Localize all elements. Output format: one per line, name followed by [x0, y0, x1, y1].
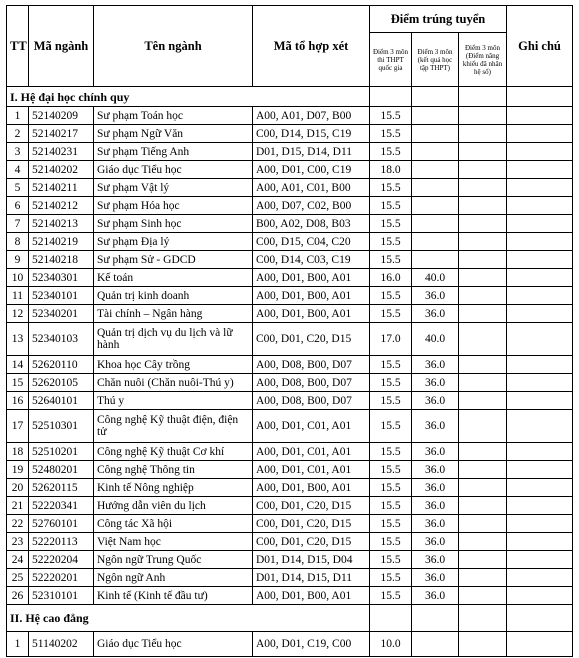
row-number: 26 [7, 587, 29, 605]
major-code: 52620115 [29, 479, 94, 497]
row-number: 8 [7, 233, 29, 251]
score-nang-khieu [459, 479, 507, 497]
table-row [7, 305, 573, 323]
major-code: 52340103 [29, 323, 94, 356]
major-code: 52620110 [29, 356, 94, 374]
row-number: 11 [7, 287, 29, 305]
row-number: 21 [7, 497, 29, 515]
score-thpt: 15.5 [370, 356, 412, 374]
note-cell [507, 392, 573, 410]
row-number: 17 [7, 410, 29, 443]
major-code: 52140211 [29, 179, 94, 197]
major-code: 52140219 [29, 233, 94, 251]
score-thpt: 16.0 [370, 269, 412, 287]
score-hoc-tap [412, 632, 459, 657]
note-cell [507, 251, 573, 269]
score-hoc-tap: 36.0 [412, 356, 459, 374]
row-number: 1 [7, 107, 29, 125]
score-thpt: 15.5 [370, 461, 412, 479]
score-thpt: 15.5 [370, 569, 412, 587]
major-name: Kinh tế (Kinh tế đầu tư) [94, 587, 253, 605]
empty-cell [507, 87, 573, 107]
major-name: Sư phạm Toán học [94, 107, 253, 125]
score-nang-khieu [459, 269, 507, 287]
table-row [7, 143, 573, 161]
row-number: 19 [7, 461, 29, 479]
score-hoc-tap [412, 197, 459, 215]
major-name: Việt Nam học [94, 533, 253, 551]
table-row [7, 632, 573, 657]
note-cell [507, 533, 573, 551]
table-row [7, 356, 573, 374]
score-hoc-tap: 36.0 [412, 410, 459, 443]
score-nang-khieu [459, 179, 507, 197]
table-row [7, 569, 573, 587]
note-cell [507, 443, 573, 461]
major-name: Ngôn ngữ Anh [94, 569, 253, 587]
empty-cell [370, 605, 412, 632]
table-row [7, 533, 573, 551]
table-row [7, 410, 573, 443]
major-code: 52510301 [29, 410, 94, 443]
combination-codes: C00, D14, D15, C19 [253, 125, 370, 143]
section-title: II. Hệ cao đẳng [7, 605, 370, 632]
score-nang-khieu [459, 287, 507, 305]
score-hoc-tap: 36.0 [412, 551, 459, 569]
empty-cell [507, 605, 573, 632]
note-cell [507, 269, 573, 287]
score-hoc-tap [412, 233, 459, 251]
combination-codes: A00, D01, C01, A01 [253, 410, 370, 443]
note-cell [507, 179, 573, 197]
document-page [6, 5, 573, 657]
combination-codes: A00, D01, B00, A01 [253, 305, 370, 323]
combination-codes: A00, D01, C00, C19 [253, 161, 370, 179]
score-nang-khieu [459, 374, 507, 392]
score-hoc-tap: 36.0 [412, 287, 459, 305]
score-thpt: 15.5 [370, 143, 412, 161]
combination-codes: A00, D01, B00, A01 [253, 269, 370, 287]
row-number: 10 [7, 269, 29, 287]
combination-codes: A00, D01, C01, A01 [253, 461, 370, 479]
major-name: Giáo dục Tiểu học [94, 161, 253, 179]
combination-codes: A00, D01, C19, C00 [253, 632, 370, 657]
score-hoc-tap: 36.0 [412, 497, 459, 515]
score-nang-khieu [459, 461, 507, 479]
table-row [7, 587, 573, 605]
score-nang-khieu [459, 125, 507, 143]
note-cell [507, 479, 573, 497]
header-ten-nganh: Tên ngành [94, 6, 253, 87]
score-thpt: 15.5 [370, 443, 412, 461]
score-hoc-tap: 36.0 [412, 305, 459, 323]
score-nang-khieu [459, 197, 507, 215]
note-cell [507, 461, 573, 479]
major-code: 52220204 [29, 551, 94, 569]
score-hoc-tap: 36.0 [412, 374, 459, 392]
combination-codes: A00, D07, C02, B00 [253, 197, 370, 215]
major-name: Hướng dẫn viên du lịch [94, 497, 253, 515]
row-number: 7 [7, 215, 29, 233]
combination-codes: A00, A01, C01, B00 [253, 179, 370, 197]
table-row [7, 251, 573, 269]
empty-cell [459, 87, 507, 107]
score-thpt: 15.5 [370, 107, 412, 125]
table-row [7, 323, 573, 356]
score-hoc-tap: 40.0 [412, 269, 459, 287]
major-code: 52220341 [29, 497, 94, 515]
major-name: Quản trị dịch vụ du lịch và lữ hành [94, 323, 253, 356]
note-cell [507, 197, 573, 215]
score-nang-khieu [459, 233, 507, 251]
row-number: 23 [7, 533, 29, 551]
row-number: 22 [7, 515, 29, 533]
table-row [7, 197, 573, 215]
score-thpt: 15.5 [370, 587, 412, 605]
score-hoc-tap: 36.0 [412, 587, 459, 605]
note-cell [507, 125, 573, 143]
major-code: 52340301 [29, 269, 94, 287]
note-cell [507, 515, 573, 533]
combination-codes: D01, D14, D15, D11 [253, 569, 370, 587]
score-nang-khieu [459, 107, 507, 125]
major-code: 52140212 [29, 197, 94, 215]
score-nang-khieu [459, 251, 507, 269]
score-nang-khieu [459, 143, 507, 161]
row-number: 13 [7, 323, 29, 356]
row-number: 25 [7, 569, 29, 587]
header-ma-nganh: Mã ngành [29, 6, 94, 87]
table-row [7, 515, 573, 533]
score-thpt: 15.5 [370, 479, 412, 497]
score-nang-khieu [459, 392, 507, 410]
major-name: Sư phạm Sử - GDCD [94, 251, 253, 269]
score-hoc-tap: 36.0 [412, 479, 459, 497]
major-name: Khoa học Cây trồng [94, 356, 253, 374]
major-code: 52140231 [29, 143, 94, 161]
score-nang-khieu [459, 551, 507, 569]
score-hoc-tap [412, 215, 459, 233]
combination-codes: A00, D01, B00, A01 [253, 587, 370, 605]
major-code: 52220113 [29, 533, 94, 551]
section-row-dai-hoc [7, 87, 573, 107]
major-name: Thú y [94, 392, 253, 410]
major-name: Sư phạm Tiếng Anh [94, 143, 253, 161]
combination-codes: A00, D01, B00, A01 [253, 479, 370, 497]
table-row [7, 233, 573, 251]
combination-codes: C00, D14, C03, C19 [253, 251, 370, 269]
row-number: 20 [7, 479, 29, 497]
major-code: 52340101 [29, 287, 94, 305]
note-cell [507, 497, 573, 515]
note-cell [507, 356, 573, 374]
score-hoc-tap: 40.0 [412, 323, 459, 356]
major-code: 52140217 [29, 125, 94, 143]
score-nang-khieu [459, 356, 507, 374]
empty-cell [370, 87, 412, 107]
major-code: 51140202 [29, 632, 94, 657]
score-hoc-tap [412, 125, 459, 143]
empty-cell [412, 87, 459, 107]
section-title: I. Hệ đại học chính quy [7, 87, 370, 107]
score-thpt: 10.0 [370, 632, 412, 657]
table-row [7, 269, 573, 287]
major-code: 52760101 [29, 515, 94, 533]
table-row [7, 161, 573, 179]
score-thpt: 15.5 [370, 392, 412, 410]
score-thpt: 15.5 [370, 533, 412, 551]
major-name: Chăn nuôi (Chăn nuôi-Thú y) [94, 374, 253, 392]
section-row-cao-dang [7, 605, 573, 632]
note-cell [507, 305, 573, 323]
score-thpt: 15.5 [370, 497, 412, 515]
major-name: Sư phạm Sinh học [94, 215, 253, 233]
major-code: 52220201 [29, 569, 94, 587]
note-cell [507, 551, 573, 569]
note-cell [507, 107, 573, 125]
row-number: 5 [7, 179, 29, 197]
table-row [7, 374, 573, 392]
note-cell [507, 587, 573, 605]
score-nang-khieu [459, 632, 507, 657]
row-number: 6 [7, 197, 29, 215]
major-code: 52140209 [29, 107, 94, 125]
row-number: 15 [7, 374, 29, 392]
score-thpt: 15.5 [370, 215, 412, 233]
major-code: 52140218 [29, 251, 94, 269]
subheader-nang-khieu: Điểm 3 môn (Điểm năng khiếu đã nhân hệ số) [459, 33, 507, 87]
combination-codes: A00, D01, C01, A01 [253, 443, 370, 461]
score-hoc-tap [412, 143, 459, 161]
note-cell [507, 215, 573, 233]
score-thpt: 17.0 [370, 323, 412, 356]
score-hoc-tap: 36.0 [412, 392, 459, 410]
note-cell [507, 143, 573, 161]
major-name: Tài chính – Ngân hàng [94, 305, 253, 323]
row-number: 3 [7, 143, 29, 161]
major-name: Sư phạm Hóa học [94, 197, 253, 215]
score-hoc-tap [412, 161, 459, 179]
score-hoc-tap: 36.0 [412, 443, 459, 461]
combination-codes: A00, D08, B00, D07 [253, 356, 370, 374]
table-row [7, 551, 573, 569]
row-number: 16 [7, 392, 29, 410]
score-thpt: 15.5 [370, 305, 412, 323]
note-cell [507, 410, 573, 443]
score-thpt: 15.5 [370, 251, 412, 269]
table-row [7, 179, 573, 197]
score-thpt: 15.5 [370, 551, 412, 569]
row-number: 4 [7, 161, 29, 179]
major-name: Công nghệ Kỹ thuật điện, điện tử [94, 410, 253, 443]
subheader-hoc-tap: Điểm 3 môn (kết quả học tập THPT) [412, 33, 459, 87]
row-number: 24 [7, 551, 29, 569]
score-hoc-tap: 36.0 [412, 569, 459, 587]
major-name: Giáo dục Tiểu học [94, 632, 253, 657]
note-cell [507, 233, 573, 251]
row-number: 1 [7, 632, 29, 657]
major-name: Kế toán [94, 269, 253, 287]
header-ghi-chu: Ghi chú [507, 6, 573, 87]
major-code: 52140213 [29, 215, 94, 233]
major-code: 52310101 [29, 587, 94, 605]
combination-codes: C00, D01, C20, D15 [253, 515, 370, 533]
note-cell [507, 374, 573, 392]
score-thpt: 18.0 [370, 161, 412, 179]
major-name: Sư phạm Ngữ Văn [94, 125, 253, 143]
score-nang-khieu [459, 533, 507, 551]
score-nang-khieu [459, 215, 507, 233]
table-row [7, 497, 573, 515]
score-thpt: 15.5 [370, 125, 412, 143]
row-number: 18 [7, 443, 29, 461]
major-code: 52620105 [29, 374, 94, 392]
table-row [7, 287, 573, 305]
header-diem-trung-tuyen: Điểm trúng tuyển [370, 6, 507, 33]
major-code: 52480201 [29, 461, 94, 479]
score-nang-khieu [459, 587, 507, 605]
combination-codes: D01, D15, D14, D11 [253, 143, 370, 161]
row-number: 14 [7, 356, 29, 374]
note-cell [507, 569, 573, 587]
table-row [7, 125, 573, 143]
table-row [7, 107, 573, 125]
score-thpt: 15.5 [370, 515, 412, 533]
score-hoc-tap [412, 179, 459, 197]
note-cell [507, 161, 573, 179]
score-nang-khieu [459, 410, 507, 443]
table-row [7, 392, 573, 410]
table-row [7, 461, 573, 479]
score-thpt: 15.5 [370, 233, 412, 251]
note-cell [507, 287, 573, 305]
score-thpt: 15.5 [370, 179, 412, 197]
major-name: Kinh tế Nông nghiệp [94, 479, 253, 497]
score-thpt: 15.5 [370, 287, 412, 305]
table-row [7, 215, 573, 233]
score-hoc-tap [412, 107, 459, 125]
major-name: Công nghệ Kỹ thuật Cơ khí [94, 443, 253, 461]
note-cell [507, 323, 573, 356]
combination-codes: A00, D01, B00, A01 [253, 287, 370, 305]
combination-codes: D01, D14, D15, D04 [253, 551, 370, 569]
combination-codes: C00, D01, C20, D15 [253, 533, 370, 551]
major-name: Sư phạm Địa lý [94, 233, 253, 251]
score-nang-khieu [459, 443, 507, 461]
combination-codes: A00, D08, B00, D07 [253, 374, 370, 392]
empty-cell [412, 605, 459, 632]
combination-codes: C00, D01, C20, D15 [253, 323, 370, 356]
score-nang-khieu [459, 497, 507, 515]
major-code: 52510201 [29, 443, 94, 461]
combination-codes: C00, D01, C20, D15 [253, 497, 370, 515]
score-thpt: 15.5 [370, 197, 412, 215]
header-ma-to-hop: Mã tổ hợp xét [253, 6, 370, 87]
row-number: 2 [7, 125, 29, 143]
score-hoc-tap: 36.0 [412, 533, 459, 551]
score-nang-khieu [459, 323, 507, 356]
row-number: 12 [7, 305, 29, 323]
table-row [7, 443, 573, 461]
major-code: 52340201 [29, 305, 94, 323]
note-cell [507, 632, 573, 657]
major-name: Sư phạm Vật lý [94, 179, 253, 197]
table-row [7, 479, 573, 497]
score-hoc-tap [412, 251, 459, 269]
empty-cell [459, 605, 507, 632]
score-hoc-tap: 36.0 [412, 515, 459, 533]
major-code: 52640101 [29, 392, 94, 410]
score-hoc-tap: 36.0 [412, 461, 459, 479]
score-nang-khieu [459, 305, 507, 323]
subheader-thpt: Điểm 3 môn thi THPT quốc gia [370, 33, 412, 87]
major-code: 52140202 [29, 161, 94, 179]
score-thpt: 15.5 [370, 374, 412, 392]
row-number: 9 [7, 251, 29, 269]
combination-codes: C00, D15, C04, C20 [253, 233, 370, 251]
score-nang-khieu [459, 161, 507, 179]
major-name: Ngôn ngữ Trung Quốc [94, 551, 253, 569]
admission-score-table [6, 5, 573, 657]
major-name: Công tác Xã hội [94, 515, 253, 533]
header-tt: TT [7, 6, 29, 87]
combination-codes: B00, A02, D08, B03 [253, 215, 370, 233]
combination-codes: A00, D08, B00, D07 [253, 392, 370, 410]
major-name: Công nghệ Thông tin [94, 461, 253, 479]
major-name: Quản trị kinh doanh [94, 287, 253, 305]
score-nang-khieu [459, 515, 507, 533]
score-nang-khieu [459, 569, 507, 587]
score-thpt: 15.5 [370, 410, 412, 443]
combination-codes: A00, A01, D07, B00 [253, 107, 370, 125]
header-row [7, 6, 573, 33]
